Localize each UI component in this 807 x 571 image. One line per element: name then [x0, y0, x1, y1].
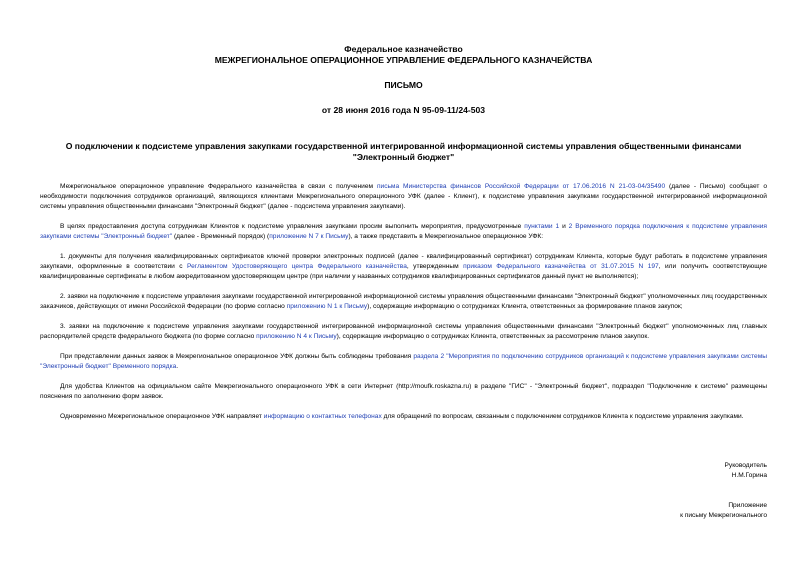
link-appendix-1[interactable]: приложению N 1 к Письму [286, 303, 368, 310]
link-appendix-4[interactable]: приложению N 4 к Письму [256, 333, 337, 340]
link-appendix-7[interactable]: приложение N 7 к Письму [269, 233, 349, 240]
paragraph-website [40, 382, 767, 402]
org-department: МЕЖРЕГИОНАЛЬНОЕ ОПЕРАЦИОННОЕ УПРАВЛЕНИЕ ФЕДЕРАЛЬНОГО КАЗНАЧЕЙСТВА [214, 55, 593, 65]
text: ), содержащие информацию о сотрудниках Клиента, ответственных за формирование планов закупок; [367, 303, 683, 310]
text: для обращений по вопросам, связанным с подключением сотрудников Клиента к подсистеме управления закупками. [381, 413, 744, 420]
text: и [559, 223, 569, 230]
link-minfin-letter[interactable]: письма Министерства финансов Российской Федерации от 17.06.2016 N 21-03-04/35490 [376, 183, 666, 190]
org-name: Федеральное казначейство [344, 44, 463, 54]
paragraph-requirements [40, 352, 767, 372]
text: (далее - Временный порядок) ( [172, 233, 270, 240]
text: Одновременно Межрегиональное операционное УФК направляет [60, 413, 264, 420]
text: . [176, 363, 179, 370]
paragraph-intro [40, 182, 767, 212]
text: В целях предоставления доступа сотрудникам Клиентов к подсистеме управления закупками просим выполнить мероприятия, предусмотренные [60, 223, 525, 230]
doc-type: ПИСЬМО [384, 80, 423, 90]
text: При представлении данных заявок в Межрегиональное операционное УФК должны быть соблюдены требования [60, 353, 414, 360]
attachment-text: к письму Межрегионального [680, 512, 767, 519]
text: 1. документы для получения квалифицированных сертификатов ключей проверки электронных подписей (далее - квалифицированный сертификат) сотрудникам Клиента, которые будут работать в подсистеме управления закупками, оформленные в соответствии с [40, 253, 767, 270]
signature-name: Н.М.Горина [731, 472, 767, 479]
link-item-2[interactable]: 2 [568, 223, 573, 230]
text: , утвержденным [406, 263, 464, 270]
paragraph-contacts [40, 412, 767, 422]
text: ), а также представить в Межрегиональное операционное УФК: [348, 233, 544, 240]
link-order-197[interactable]: приказом Федерального казначейства от 31.07.2015 N 197 [463, 263, 659, 270]
text: , или получить соответствующие квалифицированные сертификаты в любом аккредитованном удостоверяющем центре (при наличии у названных сотрудников квалифицированных сертификатов данный пункт не выполняется); [40, 263, 767, 280]
paragraph-item-1 [40, 252, 767, 282]
text: (далее - Письмо) сообщает о необходимости подключения сотрудников организаций, являющихся клиентами Межрегионального операционного УФК (далее - Клиент), к подсистеме управления закупками государственной интегрированной информационной системы управления общественными финансами "Электронный бюджет" (далее - подсистема управления закупками). [40, 183, 767, 210]
text: ), содержащие информацию о сотрудниках Клиента, ответственных за рассмотрение планов закупок. [336, 333, 650, 340]
link-temporary-procedure[interactable]: Временного порядка подключения к подсистеме управления закупками системы "Электронный бюджет" [40, 223, 768, 240]
doc-date-number: от 28 июня 2016 года N 95-09-11/24-503 [321, 105, 486, 115]
link-section-2[interactable]: раздела 2 "Мероприятия по подключению сотрудников организаций к подсистеме управления закупками системы "Электронный бюджет" Временного порядка [40, 353, 767, 370]
link-contact-phones[interactable]: информацию о контактных телефонах [263, 413, 382, 420]
signature-block [40, 461, 767, 481]
doc-title: О подключении к подсистеме управления закупками государственной интегрированной информационной системы управления общественными финансами "Электронный бюджет" [65, 141, 742, 162]
paragraph-measures [40, 222, 767, 242]
link-uc-regulation[interactable]: Регламентом Удостоверяющего центра Федерального казначейства [187, 263, 407, 270]
text: 3. заявки на подключение к подсистеме управления закупками государственной интегрированной информационной системы управления общественными финансами "Электронный бюджет" уполномоченных лиц главных распорядителей средств федерального бюджета (по форме согласно [40, 323, 767, 340]
paragraph-item-3 [40, 322, 767, 342]
signature-position: Руководитель [724, 462, 767, 469]
attachment-block [40, 501, 767, 521]
text: 2. заявки на подключение к подсистеме управления закупками государственной интегрированной информационной системы управления общественными финансами "Электронный бюджет" уполномоченных лиц государственных заказчиков, действующих от имени Российской Федерации (по форме согласно [40, 293, 767, 310]
text: Для удобства Клиентов на официальном сайте Межрегионального операционного УФК в сети Интернет (http://moufk.roskazna.ru) в разделе "ГИС" - "Электронный бюджет", подраздел "Подключение к системе" размещены пояснения по заполнению форм заявок. [40, 383, 767, 400]
link-item-1[interactable]: пунктами 1 [524, 223, 560, 230]
paragraph-item-2 [40, 292, 767, 312]
text: Межрегиональное операционное управление Федерального казначейства в связи с получением [60, 183, 377, 190]
attachment-label: Приложение [728, 502, 767, 509]
